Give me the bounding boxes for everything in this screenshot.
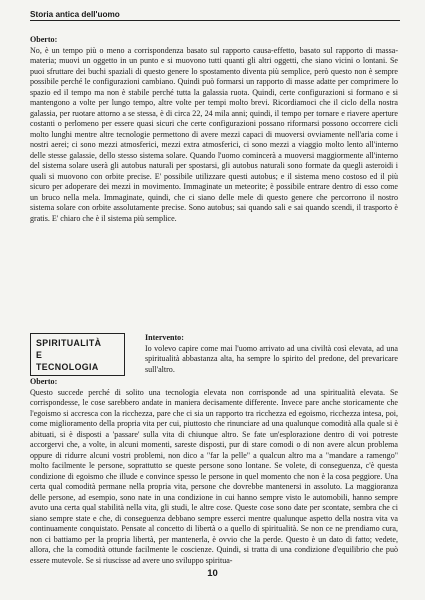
page-number: 10	[207, 568, 218, 579]
section-heading-line: TECNOLOGIA	[36, 362, 99, 372]
section-heading-line: SPIRITUALITÀ	[36, 338, 102, 348]
paragraph-text: No, è un tempo più o meno a corrispondenza basato sul rapporto causa-effetto, basato sul rapporto di massa-materia; muovi un oggetto in un punto e si muovono tutti quanti gli altri oggetti, che siano vicini o lontani. Se puoi sfruttare dei buchi spaziali di questo genere lo spostamento diventa più semplice, però questo non è sempre possibile perché le configurazioni cambiano. Quindi può formarsi un rapporto di masse adatte per comprimere lo spazio ed il tempo ma non è stabile perché tutta la galassia ruota. Quindi, certe configurazioni si formano e si mantengono a volte per lungo tempo, altre volte per tempi molto brevi. Ricordiamoci che il ciclo della nostra galassia, per ruotare attorno a se stessa, è di circa 22, 24 mila anni; quindi, il tempo per tornare e riavere aperture costanti o perlomeno per essere quasi sicuri che certe configurazioni possano riformarsi possono occorrere cicli molto lunghi mentre altre tecnologie permettono di avere mezzi capaci di muoversi ovviamente nell'aria come i nostri aerei; ci sono mezzi atmosferici, mezzi extra atmosferici, ci sono mezzi a viaggio molto lento all'interno delle stesse galassie, dello stesso sistema solare. Quando l'uomo comincerà a muoversi maggiormente all'interno del sistema solare userà gli autobus naturali per spostarsi, gli autobus naturali sono formate da quegli asteroidi i quali si muovono con orbite precise. E' possibile utilizzare questi autobus; e il sistema meno costoso ed il più sicuro per adoperare dei mezzi in movimento. Immaginate un meteorite; è possibile entrare dentro di esso come un bruco nella mela. Immaginate, quindi, che ci siano delle mele di questo genere che percorrono il nostro sistema solare con orbite assolutamente precise. Sono autobus; sai quando sali e sai quando scendi, il trasporto è gratis. E' chiaro che è il sistema più semplice.	[30, 45, 398, 223]
header-title: Storia antica dell'uomo	[30, 10, 120, 19]
paragraph-text: Questo succede perché di solito una tecnologia elevata non corrisponde ad una spiritualità elevata. Se corrispondesse, le cose sarebbero andate in maniera decisamente differente. Invece pare anche storicamente che l'egoismo si accresca con la ricchezza, pare che ci sia un rapporto tra ricchezza ed egoismo, ricchezza intesa, poi, come miglioramento della propria vita per cui, piuttosto che rinunciare ad una qualunque comodità alla quale si è abituati, si è disposti a 'passare' sulla vita di chiunque altro. Se fate un'esplorazione dentro di voi potreste accorgervi che, a volte, in alcuni momenti, sareste disposti, pur di stare comodi o di non avere alcun problema oppure di ridurre alcuni vostri problemi, non dico a "far la pelle" a qualcun altro ma a "mandare a ramengo" molto facilmente le persone, soprattutto se queste persone sono lontane. Se volete, di conseguenza, c'è questa condizione di egoismo che illude e convince spesso le persone in quel momento che non è la cosa peggiore. Una certa qual comodità permane nella propria vita, persone che dovrebbe mantenersi in assoluto. La maggioranza delle persone, ad esempio, sono nate in una condizione in cui hanno sempre visto le automobili, hanno sempre avuto una certa qual stabilità nella vita, gli studi, le altre cose. Queste cose sono date per scontate, sembra che ci siano sempre state e che, di conseguenza debbano sempre esserci mentre qualunque aspetto della nostra vita va continuamente conquistato. Pensate al concetto di libertà o a quello di spiritualità. Se non ce ne prendiamo cura, non ci battiamo per la propria libertà, per mantenerla, è ovvio che la perde. Questo è un dato di fatto; vedete, allora, che la comodità ottunde facilmente le coscienze. Quindi, si tratta di una condizione d'equilibrio che può essere mutevole. Se si riuscisse ad avere uno sviluppo spiritua-	[30, 387, 398, 565]
paragraph-text: Io volevo capire come mai l'uomo arrivato ad una civiltà così elevata, ad una spiritualità abbastanza alta, ha sempre lo spirito del predone, del prevaricare sull'altro.	[145, 343, 398, 374]
dialogue-paragraph-oberto-2	[30, 377, 398, 566]
section-heading-box	[30, 333, 125, 376]
section-heading-line: E	[36, 350, 43, 360]
speaker-label: Oberto:	[30, 377, 58, 386]
running-header	[30, 10, 400, 21]
dialogue-paragraph-intervento	[145, 333, 398, 375]
speaker-label: Oberto:	[30, 35, 58, 44]
dialogue-paragraph-oberto-1	[30, 35, 398, 224]
speaker-label: Intervento:	[145, 333, 184, 342]
